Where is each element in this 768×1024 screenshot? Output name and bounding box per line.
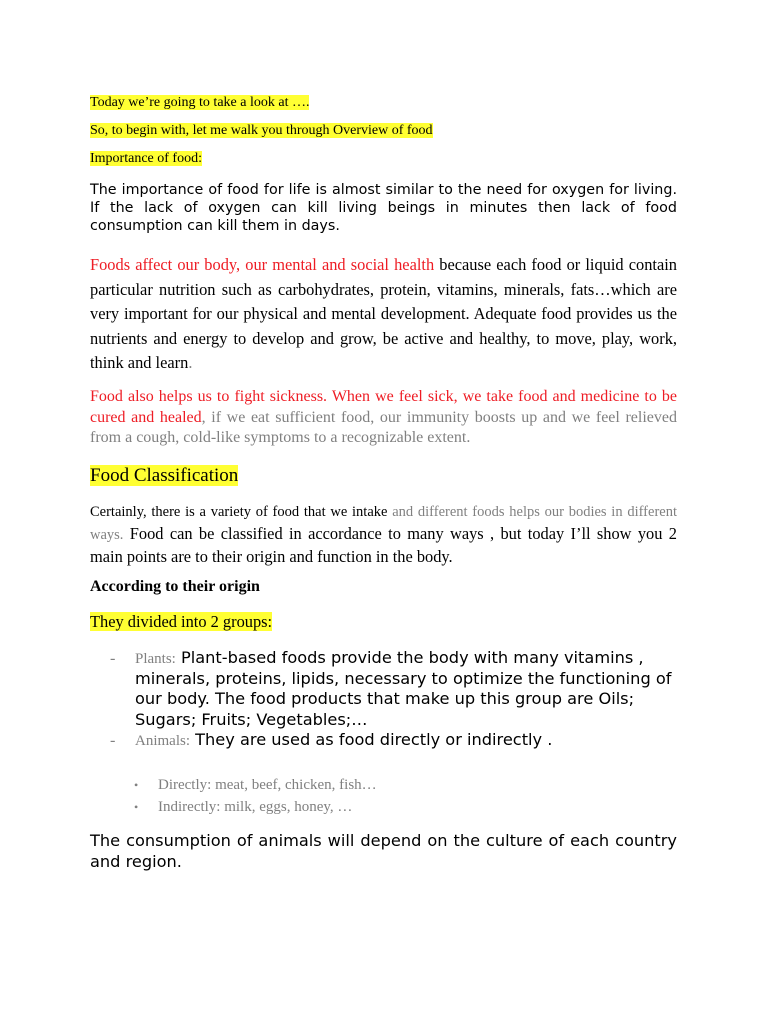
red-text: Foods affect our body, our mental and social health	[90, 255, 435, 274]
body-text: because each food or liquid contain particular nutrition such as carbohydrates, protein, vitamins, minerals, fats…which are very important for our physical and mental development. Adequate food provides us the nutrients and energy to develop and grow, be active and healthy, to move, play, work, think and learn	[90, 255, 677, 373]
red-text: Food also helps us to fight sickness. When we feel sick, we take food and medicine to be cured and healed	[90, 388, 677, 426]
list-item	[110, 730, 680, 751]
gray-text: , if we eat sufficient food, our immunity boosts up and we feel relieved from a cough, cold-like symptoms to a recognizable extent.	[90, 408, 678, 446]
highlighted-text: So, to begin with, let me walk you through Overview of food	[90, 123, 433, 138]
list-item-text: Plant-based foods provide the body with many vitamins , minerals, proteins, lipids, necessary to optimize the functioning of our body. The food products that make up this group are Oils; Sugars; Fruits; Vegetables;…	[135, 648, 672, 729]
body-text: Certainly, there is a variety of food that we intake	[90, 504, 388, 520]
list-item-text: They are used as food directly or indirectly .	[190, 729, 553, 749]
classification-heading	[90, 464, 677, 488]
animal-examples-list	[134, 774, 654, 818]
list-item-text: Directly: meat, beef, chicken, fish…	[158, 777, 377, 793]
affect-paragraph	[90, 253, 677, 376]
gray-text: and different foods helps our bodies in different ways.	[90, 504, 677, 543]
intro-line-2	[90, 122, 677, 140]
list-item-text: Indirectly: milk, eggs, honey, …	[158, 799, 353, 815]
highlighted-text: They divided into 2 groups:	[90, 612, 273, 631]
list-item	[134, 796, 654, 818]
list-item	[134, 774, 654, 796]
origin-heading: According to their origin	[90, 578, 260, 595]
closing-paragraph: The consumption of animals will depend on the culture of each country and region.	[90, 831, 677, 871]
dash-bullet: -	[110, 730, 116, 749]
highlighted-text: Food Classification	[90, 465, 239, 486]
bullet-dot: •	[134, 778, 139, 792]
importance-heading	[90, 150, 677, 168]
list-item-label: Animals:	[135, 732, 190, 749]
gray-text: .	[188, 353, 193, 373]
bullet-dot: •	[134, 800, 139, 814]
dash-bullet: -	[110, 649, 116, 667]
list-item-label: Plants:	[135, 651, 176, 667]
highlighted-text: Importance of food:	[90, 151, 202, 166]
groups-heading	[90, 611, 677, 633]
highlighted-text: Today we’re going to take a look at ….	[90, 95, 310, 110]
body-text: Food can be classified in accordance to many ways , but today I’ll show you 2 main points are to their origin and function in the body.	[90, 524, 677, 566]
list-item	[110, 648, 680, 730]
classification-paragraph	[90, 501, 677, 569]
groups-list	[110, 648, 680, 751]
intro-line-1	[90, 94, 677, 112]
importance-paragraph: The importance of food for life is almost similar to the need for oxygen for living. If the lack of oxygen can kill living beings in minutes then lack of food consumption can kill them in days.	[90, 182, 677, 234]
sickness-paragraph	[90, 387, 677, 449]
